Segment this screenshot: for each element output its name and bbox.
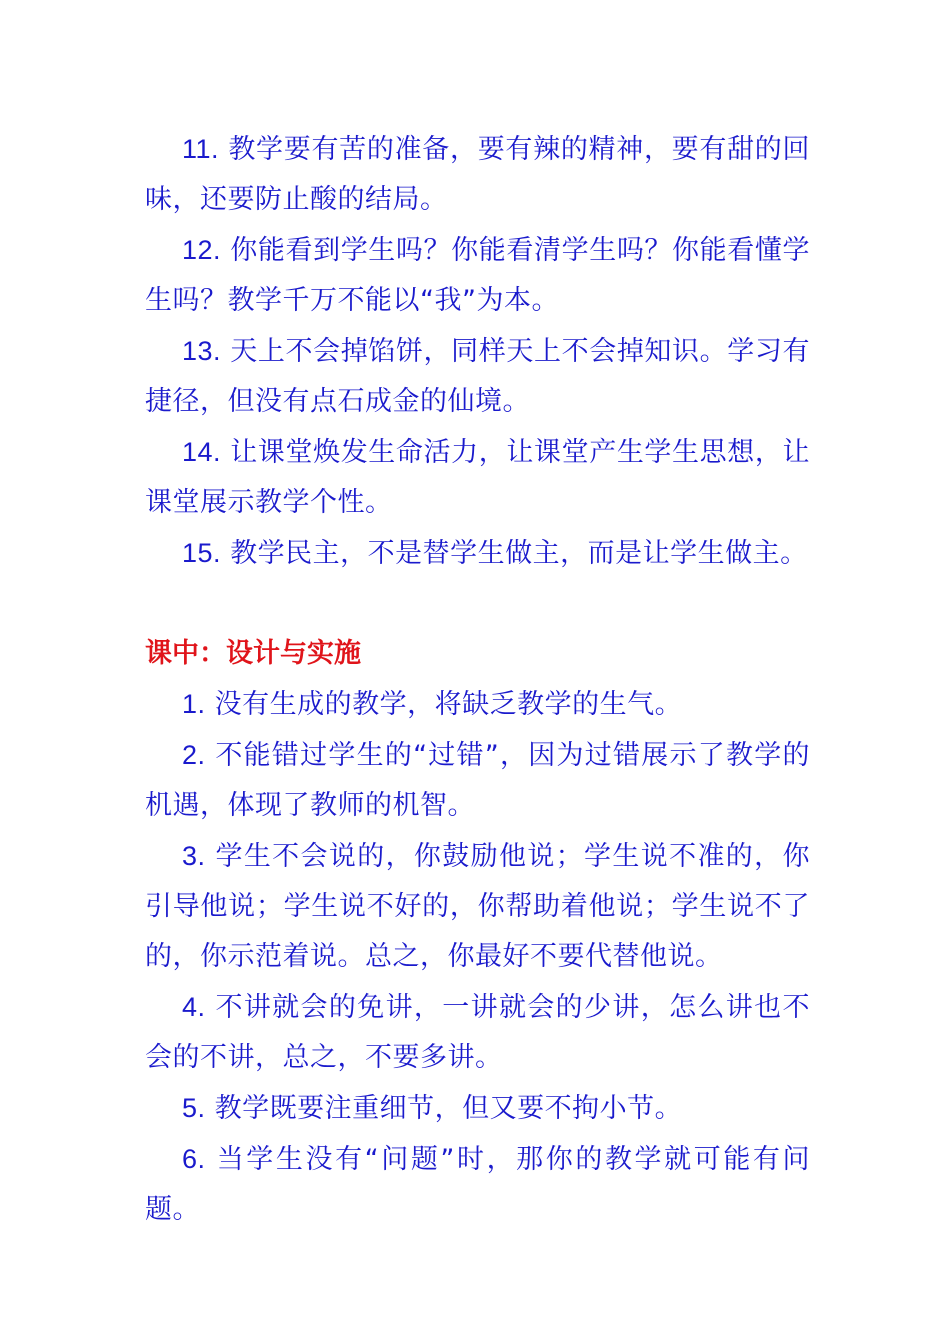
item-number: 4. — [182, 992, 206, 1022]
item-number: 2. — [182, 740, 206, 770]
item-number: 12. — [182, 235, 222, 265]
item-text: 教学要有苦的准备，要有辣的精神，要有甜的回味，还要防止酸的结局。 — [145, 134, 810, 215]
item-text: 让课堂焕发生命活力，让课堂产生学生思想，让课堂展示教学个性。 — [145, 437, 810, 518]
section-heading: 课中：设计与实施 — [145, 638, 361, 669]
item-number: 5. — [182, 1093, 206, 1123]
item-number: 1. — [182, 689, 206, 719]
list-item — [145, 831, 810, 982]
section-spacer — [145, 579, 810, 629]
item-number: 13. — [182, 336, 222, 366]
item-text: 没有生成的教学，将缺乏教学的生气。 — [214, 689, 683, 720]
list-item — [145, 326, 810, 427]
list-item — [145, 225, 810, 326]
item-text: 不能错过学生的“过错”，因为过错展示了教学的机遇，体现了教师的机智。 — [145, 740, 810, 821]
list-item — [145, 528, 810, 579]
item-text: 不讲就会的免讲，一讲就会的少讲，怎么讲也不会的不讲，总之，不要多讲。 — [145, 992, 810, 1073]
item-number: 14. — [182, 437, 222, 467]
list-item — [145, 1083, 810, 1134]
item-text: 当学生没有“问题”时，那你的教学就可能有问题。 — [145, 1144, 810, 1225]
item-text: 教学既要注重细节，但又要不拘小节。 — [214, 1093, 683, 1124]
item-number: 11. — [182, 134, 220, 164]
item-text: 教学民主，不是替学生做主，而是让学生做主。 — [230, 538, 808, 569]
list-item — [145, 427, 810, 528]
item-text: 你能看到学生吗？你能看清学生吗？你能看懂学生吗？教学千万不能以“我”为本。 — [145, 235, 810, 316]
item-number: 3. — [182, 841, 206, 871]
list-item — [145, 1134, 810, 1235]
document-body — [145, 124, 810, 1235]
list-item — [145, 679, 810, 730]
list-item — [145, 730, 810, 831]
list-item — [145, 124, 810, 225]
item-text: 天上不会掉馅饼，同样天上不会掉知识。学习有捷径，但没有点石成金的仙境。 — [145, 336, 810, 417]
list-item — [145, 982, 810, 1083]
item-number: 6. — [182, 1144, 206, 1174]
item-number: 15. — [182, 538, 222, 568]
item-text: 学生不会说的，你鼓励他说；学生说不准的，你引导他说；学生说不好的，你帮助着他说；学生说不了的，你示范着说。总之，你最好不要代替他说。 — [145, 841, 810, 972]
